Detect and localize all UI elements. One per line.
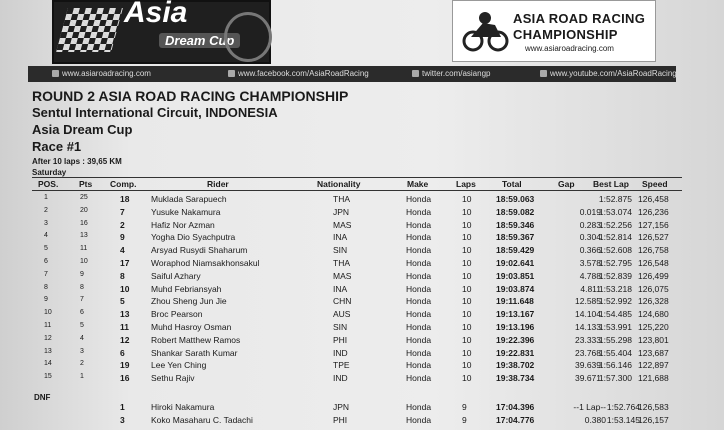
- cell-total: 19:38.702: [496, 360, 535, 371]
- cell-nat: MAS: [333, 219, 352, 230]
- cell-total: 18:59.063: [496, 194, 535, 204]
- cell-speed: 126,458: [638, 194, 669, 204]
- dnf-label: DNF: [34, 393, 51, 402]
- cell-laps: 9: [462, 402, 467, 412]
- cell-comp: 19: [120, 360, 130, 371]
- cell-laps: 10: [462, 296, 472, 307]
- cell-nat: IND: [333, 347, 348, 358]
- cell-rider: Hafiz Nor Azman: [151, 219, 215, 230]
- cell-rider: Broc Pearson: [151, 309, 203, 320]
- cell-gap: 23.768: [575, 347, 601, 358]
- cell-nat: CHN: [333, 296, 352, 307]
- cell-speed: 123,801: [638, 334, 669, 345]
- cell-best: 1:52.839: [598, 270, 632, 281]
- cell-speed: 126,583: [638, 402, 669, 412]
- table-row: [0, 194, 724, 205]
- dnf-row: [0, 415, 724, 426]
- cell-laps: 10: [462, 232, 472, 243]
- cell-speed: 126,548: [638, 258, 669, 268]
- cell-comp: 2: [120, 219, 125, 230]
- cell-make: Honda: [406, 347, 432, 358]
- cell-laps: 10: [462, 270, 472, 281]
- cell-best: 1:52.814: [598, 232, 632, 243]
- cell-gap: 14.104: [575, 309, 601, 320]
- col-rider: Rider: [207, 179, 229, 189]
- cell-speed: 125,220: [638, 322, 669, 332]
- cell-total: 17:04.776: [496, 415, 535, 425]
- laps-info: After 10 laps : 39,65 KM: [32, 157, 122, 166]
- cell-speed: 126,075: [638, 283, 669, 294]
- cell-comp: 5: [120, 296, 125, 307]
- cell-best: 1:54.485: [598, 309, 632, 320]
- col-make: Make: [407, 179, 429, 189]
- cell-comp: 7: [120, 206, 125, 217]
- day-label: Saturday: [32, 168, 67, 177]
- table-row: [0, 232, 724, 243]
- arrc-logo: [452, 0, 656, 62]
- cell-nat: THA: [333, 258, 350, 268]
- cell-best: 1:53.991: [598, 322, 632, 332]
- class-title: Asia Dream Cup: [32, 122, 133, 137]
- cell-best: 1:53.145: [606, 415, 640, 425]
- cell-comp: 3: [120, 415, 125, 425]
- cell-total: 19:13.196: [496, 322, 535, 332]
- cell-nat: INA: [333, 232, 348, 243]
- cell-best: 1:52.608: [598, 245, 632, 256]
- table-row: [0, 220, 724, 231]
- logo-url: www.asiaroadracing.com: [525, 44, 614, 53]
- cell-pos: 8: [44, 283, 48, 291]
- col-speed: Speed: [642, 179, 668, 189]
- cell-laps: 10: [462, 194, 472, 204]
- table-row: [0, 309, 724, 320]
- cell-nat: PHI: [333, 334, 348, 345]
- col-best-lap: Best Lap: [593, 179, 629, 189]
- cell-rider: Shankar Sarath Kumar: [151, 347, 238, 358]
- cell-pts: 4: [80, 334, 84, 342]
- cell-rider: Muhd Hasroy Osman: [151, 322, 232, 332]
- cell-gap: 0.304: [579, 232, 601, 243]
- cell-gap: 39.671: [575, 373, 601, 384]
- cell-nat: SIN: [333, 245, 348, 256]
- cell-speed: 127,156: [638, 219, 669, 230]
- round-title: ROUND 2 ASIA ROAD RACING CHAMPIONSHIP: [32, 88, 349, 104]
- cell-best: 1:53.074: [598, 206, 632, 217]
- cell-nat: THA: [333, 194, 350, 204]
- cell-make: Honda: [406, 245, 432, 256]
- cell-comp: 12: [120, 334, 130, 345]
- cell-pts: 7: [80, 296, 84, 304]
- cell-total: 19:03.874: [496, 283, 535, 294]
- col-laps: Laps: [456, 179, 476, 189]
- cell-make: Honda: [406, 194, 432, 204]
- cell-nat: JPN: [333, 206, 350, 217]
- cell-rider: Woraphod Niamsakhonsakul: [151, 258, 260, 268]
- globe-icon: [52, 70, 59, 77]
- cell-laps: 10: [462, 283, 472, 294]
- col-total: Total: [502, 179, 522, 189]
- cell-total: 17:04.396: [496, 402, 535, 412]
- cell-total: 19:22.396: [496, 334, 535, 345]
- cell-pos: 10: [44, 309, 52, 317]
- cell-best: 1:52.875: [598, 194, 632, 204]
- cell-comp: 8: [120, 270, 125, 281]
- facebook-link[interactable]: www.facebook.com/AsiaRoadRacing: [228, 69, 369, 78]
- cell-make: Honda: [406, 402, 432, 412]
- circuit-title: Sentul International Circuit, INDONESIA: [32, 105, 278, 120]
- cell-comp: 13: [120, 309, 130, 320]
- cell-make: Honda: [406, 415, 432, 425]
- cell-make: Honda: [406, 373, 432, 384]
- cell-pos: 4: [44, 232, 48, 240]
- cell-pos: 7: [44, 270, 48, 278]
- cell-total: 18:59.429: [496, 245, 535, 256]
- cell-gap: 23.333: [575, 334, 601, 345]
- table-row: [0, 258, 724, 269]
- cell-make: Honda: [406, 270, 432, 281]
- checkered-flag-icon: [56, 8, 123, 52]
- cell-rider: Zhou Sheng Jun Jie: [151, 296, 227, 307]
- cell-nat: SIN: [333, 322, 348, 332]
- cell-rider: Saiful Azhary: [151, 270, 201, 281]
- cell-pts: 1: [80, 373, 84, 381]
- cell-pos: 12: [44, 334, 52, 342]
- cell-nat: MAS: [333, 270, 352, 281]
- website-link[interactable]: www.asiaroadracing.com: [52, 69, 151, 78]
- cell-speed: 126,236: [638, 206, 669, 217]
- cell-gap: --1 Lap--: [573, 402, 606, 412]
- cell-total: 19:22.831: [496, 347, 535, 358]
- cell-laps: 10: [462, 373, 472, 384]
- cell-speed: 126,758: [638, 245, 669, 256]
- cell-pos: 1: [44, 194, 48, 201]
- cell-pts: 8: [80, 283, 84, 291]
- cell-total: 19:38.734: [496, 373, 535, 384]
- cell-laps: 10: [462, 360, 472, 371]
- cell-pos: 11: [44, 322, 52, 329]
- cell-pos: 9: [44, 296, 48, 304]
- cell-best: 1:55.298: [598, 334, 632, 345]
- cell-comp: 6: [120, 347, 125, 358]
- cell-comp: 18: [120, 194, 130, 204]
- cell-make: Honda: [406, 206, 432, 217]
- cell-pts: 16: [80, 219, 88, 227]
- cell-nat: AUS: [333, 309, 351, 320]
- col-nationality: Nationality: [317, 179, 361, 189]
- table-row: [0, 360, 724, 371]
- social-bar: [28, 66, 676, 82]
- cell-pts: 20: [80, 206, 88, 214]
- cell-rider: Hiroki Nakamura: [151, 402, 215, 412]
- cell-comp: 11: [120, 322, 129, 332]
- cell-laps: 10: [462, 219, 472, 230]
- cell-pts: 3: [80, 347, 84, 355]
- cell-speed: 126,499: [638, 270, 669, 281]
- cell-pos: 14: [44, 360, 52, 368]
- logo-line-2: CHAMPIONSHIP: [513, 27, 618, 42]
- cell-best: 1:52.764: [606, 402, 640, 412]
- logo-subtitle: Dream Cup: [159, 33, 240, 48]
- cell-rider: Arsyad Rusydi Shaharum: [151, 245, 248, 256]
- cell-rider: Koko Masaharu C. Tadachi: [151, 415, 253, 425]
- cell-pts: 6: [80, 309, 84, 317]
- cell-make: Honda: [406, 309, 432, 320]
- cell-best: 1:55.404: [598, 347, 632, 358]
- cell-pos: 3: [44, 219, 48, 227]
- cell-best: 1:52.256: [598, 219, 632, 230]
- cell-speed: 126,328: [638, 296, 669, 307]
- cell-rider: Muklada Sarapuech: [151, 194, 227, 204]
- cell-pts: 25: [80, 194, 88, 201]
- cell-pts: 9: [80, 270, 84, 278]
- cell-make: Honda: [406, 219, 432, 230]
- cell-laps: 10: [462, 206, 472, 217]
- table-row: [0, 296, 724, 307]
- cell-speed: 123,687: [638, 347, 669, 358]
- cell-comp: 10: [120, 283, 130, 294]
- cell-pts: 11: [80, 245, 88, 253]
- cell-best: 1:52.795: [598, 258, 632, 268]
- cell-make: Honda: [406, 258, 432, 268]
- cell-speed: 122,897: [638, 360, 669, 371]
- cell-speed: 124,680: [638, 309, 669, 320]
- cell-total: 19:02.641: [496, 258, 535, 268]
- cell-nat: TPE: [333, 360, 350, 371]
- asia-dream-cup-logo: [52, 0, 271, 64]
- cell-comp: 16: [120, 373, 130, 384]
- cell-pts: 2: [80, 360, 84, 368]
- cell-total: 18:59.082: [496, 206, 535, 217]
- cell-gap: 0.380: [584, 415, 606, 425]
- cell-nat: IND: [333, 373, 348, 384]
- event-titles: [32, 88, 348, 178]
- cell-rider: Robert Matthew Ramos: [151, 334, 241, 345]
- dnf-row: [0, 402, 724, 413]
- cell-gap: 14.133: [575, 322, 601, 332]
- cell-speed: 121,688: [638, 373, 669, 384]
- cell-gap: 12.585: [575, 296, 601, 307]
- cell-rider: Lee Yen Ching: [151, 360, 207, 371]
- cell-nat: PHI: [333, 415, 348, 425]
- cell-gap: 0.019: [579, 206, 601, 217]
- cell-total: 19:13.167: [496, 309, 535, 320]
- cell-pts: 13: [80, 232, 88, 240]
- cell-gap: 4.811: [580, 283, 601, 294]
- youtube-icon: [540, 70, 547, 77]
- swoosh-icon: [224, 12, 272, 62]
- cell-total: 19:03.851: [496, 270, 535, 281]
- cell-laps: 10: [462, 309, 472, 320]
- logo-line-1: ASIA ROAD RACING: [513, 11, 646, 26]
- col-comp: Comp.: [110, 179, 137, 189]
- col-pos: POS.: [38, 179, 59, 189]
- facebook-icon: [228, 70, 235, 77]
- table-row: [0, 284, 724, 295]
- cell-total: 18:59.367: [496, 232, 535, 243]
- table-row: [0, 322, 724, 333]
- cell-pts: 5: [80, 322, 84, 329]
- cell-make: Honda: [406, 283, 432, 294]
- cell-nat: INA: [333, 283, 348, 294]
- cell-best: 1:52.992: [598, 296, 632, 307]
- cell-make: Honda: [406, 232, 432, 243]
- col-pts: Pts: [79, 179, 93, 189]
- cell-best: 1:53.218: [598, 283, 632, 294]
- cell-make: Honda: [406, 296, 432, 307]
- cell-speed: 126,527: [638, 232, 669, 243]
- cell-make: Honda: [406, 334, 432, 345]
- cell-rider: Yogha Dio Syachputra: [151, 232, 236, 243]
- cell-gap: 3.578: [579, 258, 601, 268]
- cell-laps: 9: [462, 415, 467, 425]
- cell-gap: 4.788: [579, 270, 601, 281]
- cell-rider: Sethu Rajiv: [151, 373, 195, 384]
- table-row: [0, 245, 724, 256]
- cell-pos: 13: [44, 347, 52, 355]
- cell-nat: JPN: [333, 402, 350, 412]
- table-row: [0, 373, 724, 384]
- cell-comp: 17: [120, 258, 130, 268]
- table-row: [0, 335, 724, 346]
- cell-best: 1:56.146: [598, 360, 632, 371]
- cell-make: Honda: [406, 360, 432, 371]
- cell-speed: 126,157: [638, 415, 669, 425]
- cell-comp: 9: [120, 232, 125, 243]
- table-row: [0, 348, 724, 359]
- cell-laps: 10: [462, 334, 472, 345]
- cell-comp: 1: [120, 402, 125, 412]
- race-title: Race #1: [32, 139, 82, 154]
- header-rule-top: [32, 177, 682, 178]
- twitter-link[interactable]: twitter.com/asiangp: [412, 69, 490, 78]
- motorbike-rider-icon: [461, 9, 509, 53]
- twitter-icon: [412, 70, 419, 77]
- cell-gap: 0.366: [579, 245, 601, 256]
- cell-gap: 0.283: [579, 219, 601, 230]
- cell-total: 18:59.346: [496, 219, 535, 230]
- table-row: [0, 207, 724, 218]
- cell-rider: Muhd Febriansyah: [151, 283, 222, 294]
- cell-comp: 4: [120, 245, 125, 256]
- cell-make: Honda: [406, 322, 432, 332]
- cell-pos: 6: [44, 258, 48, 265]
- cell-laps: 10: [462, 322, 472, 332]
- header-rule-bottom: [32, 190, 682, 191]
- cell-pos: 5: [44, 245, 48, 253]
- cell-pos: 15: [44, 373, 52, 381]
- cell-pts: 10: [80, 258, 88, 265]
- cell-gap: 39.639: [575, 360, 601, 371]
- table-row: [0, 271, 724, 282]
- cell-rider: Yusuke Nakamura: [151, 206, 221, 217]
- cell-pos: 2: [44, 206, 48, 214]
- col-gap: Gap: [558, 179, 575, 189]
- cell-laps: 10: [462, 347, 472, 358]
- cell-laps: 10: [462, 258, 472, 268]
- logo-title: Asia: [124, 0, 188, 29]
- cell-total: 19:11.648: [496, 296, 534, 307]
- youtube-link[interactable]: www.youtube.com/AsiaRoadRacing: [540, 69, 677, 78]
- cell-best: 1:57.300: [598, 373, 632, 384]
- cell-laps: 10: [462, 245, 472, 256]
